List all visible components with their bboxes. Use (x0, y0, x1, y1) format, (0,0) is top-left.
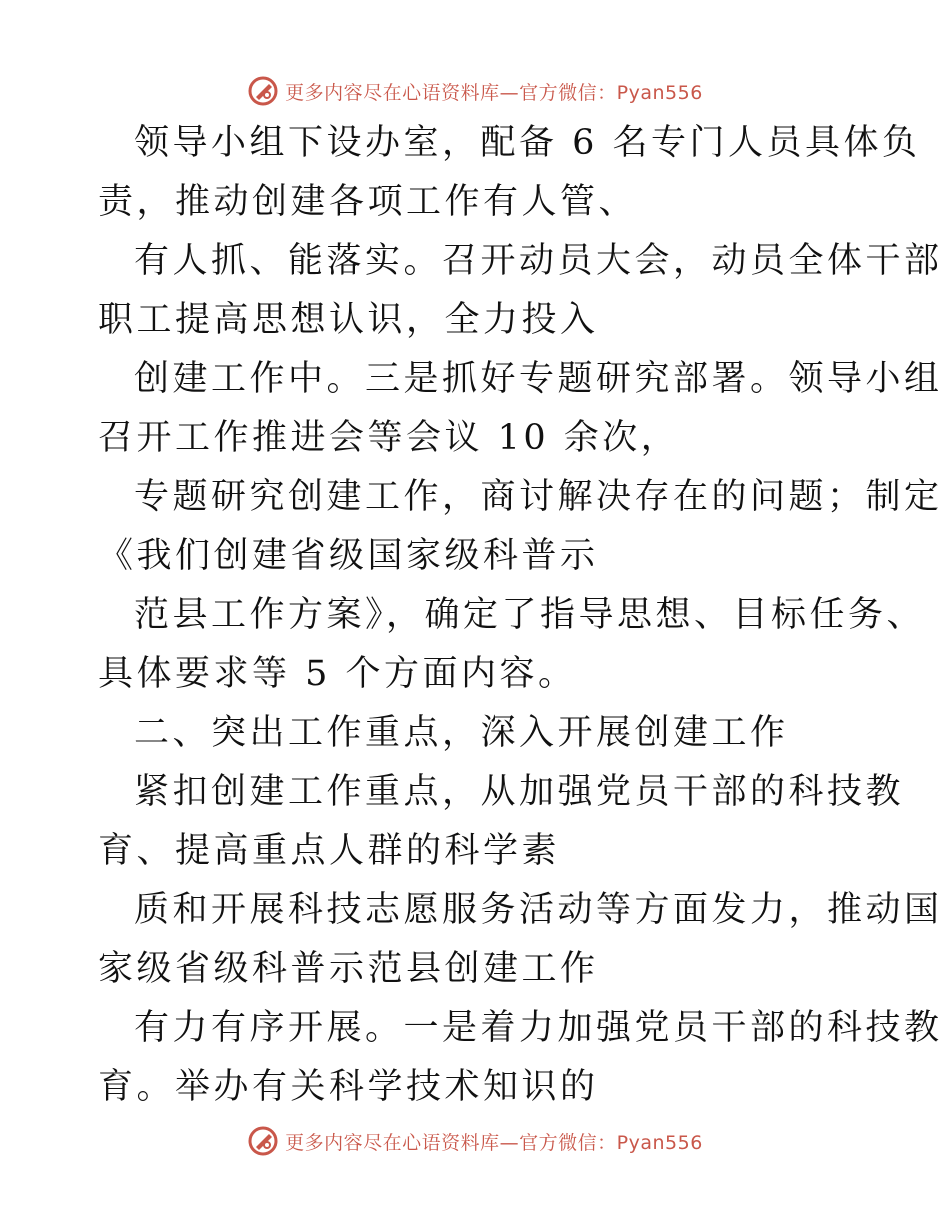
body-line: 具体要求等 5 个方面内容。 (98, 654, 577, 694)
body-line: 专题研究创建工作，商讨解决存在的问题；制定 (134, 477, 943, 517)
body-line: 召开工作推进会等会议 10 余次， (98, 418, 680, 458)
body-line: 职工提高思想认识，全力投入 (98, 300, 599, 340)
header-watermark (0, 74, 950, 108)
body-line: 育。举办有关科学技术知识的 (98, 1067, 599, 1107)
body-line: 育、提高重点人群的科学素 (98, 831, 561, 871)
body-line: 有力有序开展。一是着力加强党员干部的科技教 (134, 1008, 943, 1048)
brand-logo-icon (247, 1125, 279, 1157)
body-line: 责，推动创建各项工作有人管、 (98, 182, 638, 222)
body-line: 《我们创建省级国家级科普示 (98, 536, 599, 576)
footer-watermark (0, 1124, 950, 1158)
body-line: 领导小组下设办室，配备 6 名专门人员具体负 (134, 123, 921, 163)
footer-watermark-text: 更多内容尽在心语资料库—官方微信：Pyan556 (285, 1131, 703, 1154)
header-watermark-text: 更多内容尽在心语资料库—官方微信：Pyan556 (285, 81, 703, 104)
body-line: 家级省级科普示范县创建工作 (98, 949, 599, 989)
body-line: 范县工作方案》，确定了指导思想、目标任务、 (134, 595, 926, 635)
body-line: 质和开展科技志愿服务活动等方面发力，推动国 (134, 890, 943, 930)
section-heading: 二、突出工作重点，深入开展创建工作 (134, 713, 789, 753)
body-line: 紧扣创建工作重点，从加强党员干部的科技教 (134, 772, 905, 812)
body-line: 有人抓、能落实。召开动员大会，动员全体干部 (134, 241, 943, 281)
body-line: 创建工作中。三是抓好专题研究部署。领导小组 (134, 359, 943, 399)
brand-logo-icon (247, 75, 279, 107)
